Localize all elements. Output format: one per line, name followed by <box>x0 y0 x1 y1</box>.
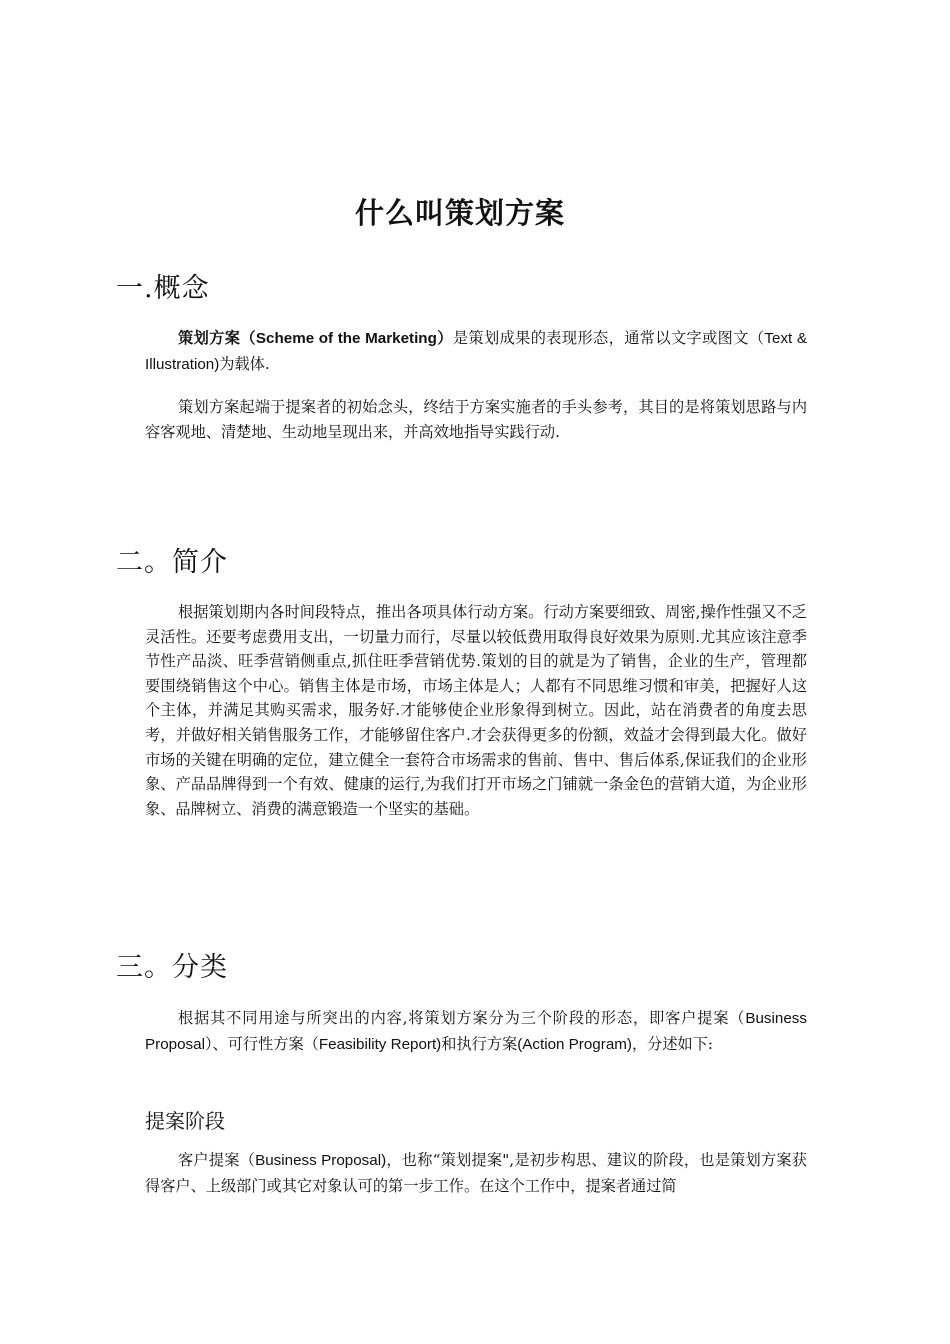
section-heading-classification: 三。分类 <box>116 952 228 983</box>
proposal-text-b: ，也称“策划提案",是初步构思、建议的阶段，也是策划方案获得客户、上级部门或其它对象认可的第一步工作。在这个工作中，提案者通过简 <box>145 1151 807 1195</box>
section-heading-concept: 一.概念 <box>116 273 210 304</box>
document-title: 什么叫策划方案 <box>354 196 565 231</box>
classification-text-c: 和执行方案 <box>441 1034 518 1053</box>
proposal-english: Business Proposal) <box>255 1152 387 1169</box>
classification-english-2: Feasibility Report) <box>318 1035 442 1053</box>
concept-tail: 为载体. <box>219 354 270 373</box>
concept-body: 是策划成果的表现形态，通常以文字或图文（ <box>452 329 765 347</box>
classification-english-1: Business Proposal <box>145 1010 807 1053</box>
concept-term-english: Scheme of the Marketing <box>255 330 437 347</box>
classification-english-3: (Action Program) <box>517 1035 632 1053</box>
paragraph-concept-definition <box>145 326 807 377</box>
paragraph-intro: 根据策划期内各时间段特点，推出各项具体行动方案。行动方案要细致、周密,操作性强又不乏灵活性。还要考虑费用支出，一切量力而行，尽量以较低费用取得良好效果为原则.尤其应该注意季节性产品淡、旺季营销侧重点,抓住旺季营销优势.策划的目的就是为了销售，企业的生产，管理都要围绕销售这个中心。销售主体是市场，市场主体是人；人都有不同思维习惯和审美，把握好人这个主体，并满足其购买需求，服务好.才能够使企业形象得到树立。因此，站在消费者的角度去思考，并做好相关销售服务工作，才能够留住客户.才会获得更多的份额，效益才会得到最大化。做好市场的关键在明确的定位，建立健全一套符合市场需求的售前、售中、售后体系,保证我们的企业形象、产品品牌得到一个有效、健康的运行,为我们打开市场之门铺就一条金色的营销大道，为企业形象、品牌树立、消费的满意锻造一个坚实的基础。 <box>145 603 807 818</box>
paragraph-proposal <box>145 1148 807 1198</box>
classification-text-a: 根据其不同用途与所突出的内容,将策划方案分为三个阶段的形态，即客户提案（ <box>178 1009 746 1027</box>
concept-term: 策划方案（ <box>178 329 256 347</box>
paragraph-classification <box>145 1006 807 1057</box>
sub-heading-proposal: 提案阶段 <box>145 1109 225 1133</box>
classification-text-d: ，分述如下: <box>631 1034 714 1053</box>
section-heading-intro: 二。简介 <box>116 547 228 578</box>
concept-term-close: ） <box>436 329 453 347</box>
paragraph-concept-purpose: 策划方案起端于提案者的初始念头，终结于方案实施者的手头参考，其目的是将策划思路与内容客观地、清楚地、生动地呈现出来，并高效地指导实践行动. <box>145 398 807 441</box>
classification-text-b: ）、可行性方案（ <box>204 1034 319 1053</box>
proposal-text-a: 客户提案（ <box>178 1151 256 1169</box>
concept-body-english: Text & Illustration) <box>145 330 808 373</box>
